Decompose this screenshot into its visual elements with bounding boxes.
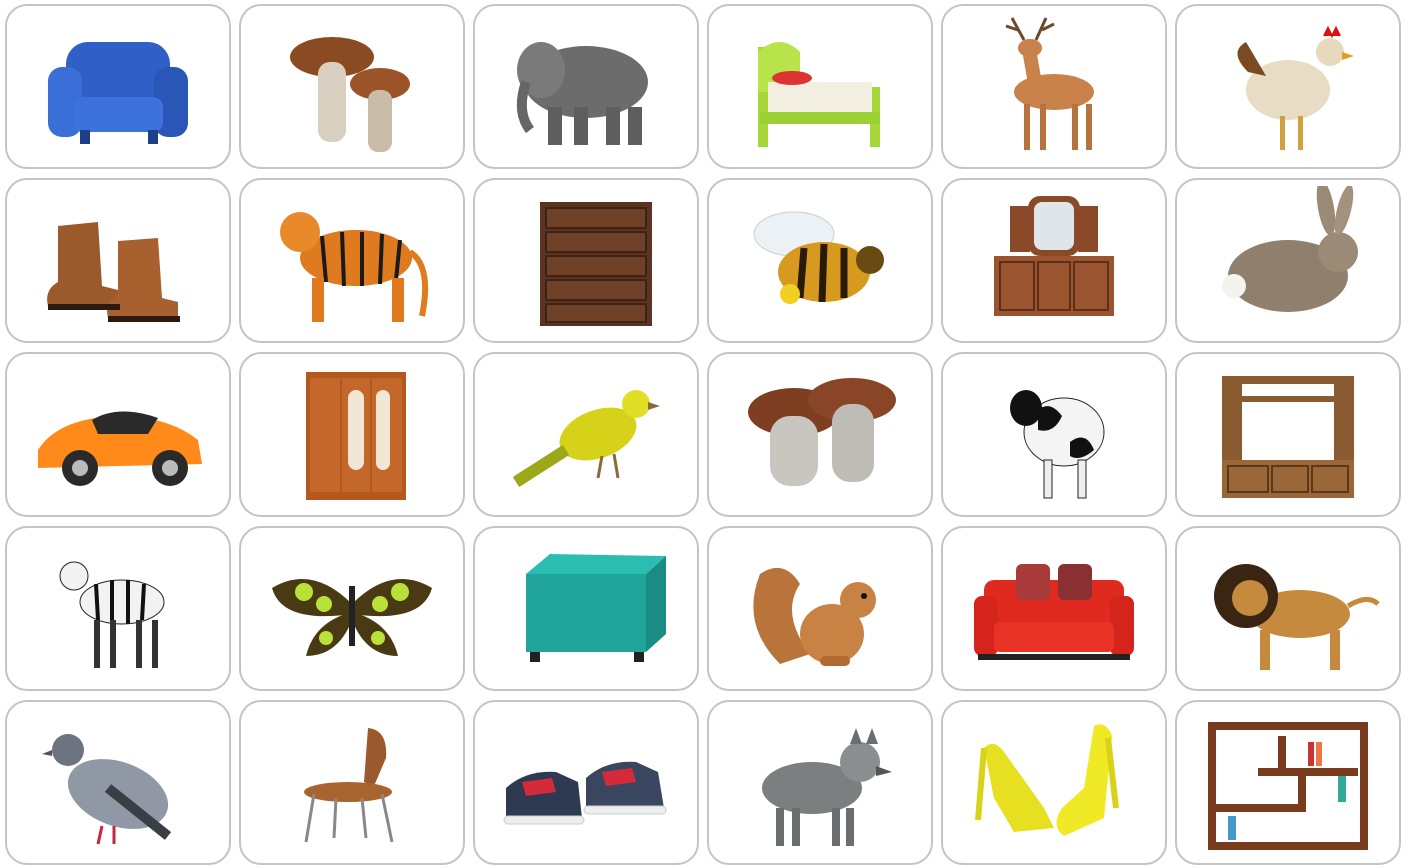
- ottoman-icon: [486, 534, 686, 684]
- picture-card[interactable]: [707, 178, 933, 343]
- picture-card[interactable]: [707, 4, 933, 169]
- picture-card[interactable]: [239, 700, 465, 865]
- rooster-icon: [1188, 12, 1388, 162]
- picture-card[interactable]: [1175, 4, 1401, 169]
- bookshelf-icon: [1188, 708, 1388, 858]
- high-heels-icon: [954, 708, 1154, 858]
- chest-of-drawers-icon: [486, 186, 686, 336]
- picture-card[interactable]: [473, 352, 699, 517]
- picture-card[interactable]: [941, 178, 1167, 343]
- picture-card[interactable]: [239, 352, 465, 517]
- picture-card[interactable]: [1175, 178, 1401, 343]
- dresser-mirror-icon: [954, 186, 1154, 336]
- picture-card[interactable]: [941, 526, 1167, 691]
- sofa-icon: [954, 534, 1154, 684]
- picture-card[interactable]: [473, 4, 699, 169]
- pigeon-icon: [18, 708, 218, 858]
- picture-card[interactable]: [5, 352, 231, 517]
- picture-card[interactable]: [707, 526, 933, 691]
- wardrobe-icon: [252, 360, 452, 510]
- zebra-icon: [18, 534, 218, 684]
- mushroom-icon: [252, 12, 452, 162]
- sports-car-icon: [18, 360, 218, 510]
- rabbit-icon: [1188, 186, 1388, 336]
- cow-icon: [954, 360, 1154, 510]
- picture-card[interactable]: [5, 526, 231, 691]
- wolf-icon: [720, 708, 920, 858]
- picture-card[interactable]: [941, 700, 1167, 865]
- picture-card-grid: [5, 4, 1401, 865]
- elephant-icon: [486, 12, 686, 162]
- picture-card[interactable]: [1175, 352, 1401, 517]
- sneakers-icon: [486, 708, 686, 858]
- picture-card[interactable]: [941, 4, 1167, 169]
- mushrooms-icon: [720, 360, 920, 510]
- armchair-icon: [18, 12, 218, 162]
- bee-icon: [720, 186, 920, 336]
- picture-card[interactable]: [473, 526, 699, 691]
- chair-icon: [252, 708, 452, 858]
- tiger-icon: [252, 186, 452, 336]
- lion-icon: [1188, 534, 1388, 684]
- picture-card[interactable]: [473, 178, 699, 343]
- deer-icon: [954, 12, 1154, 162]
- picture-card[interactable]: [239, 4, 465, 169]
- tv-wall-unit-icon: [1188, 360, 1388, 510]
- picture-card[interactable]: [473, 700, 699, 865]
- picture-card[interactable]: [707, 352, 933, 517]
- bed-icon: [720, 12, 920, 162]
- picture-card[interactable]: [5, 4, 231, 169]
- picture-card[interactable]: [707, 700, 933, 865]
- butterfly-icon: [252, 534, 452, 684]
- picture-card[interactable]: [5, 700, 231, 865]
- picture-card[interactable]: [1175, 526, 1401, 691]
- picture-card[interactable]: [1175, 700, 1401, 865]
- picture-card[interactable]: [5, 178, 231, 343]
- picture-card[interactable]: [239, 178, 465, 343]
- squirrel-icon: [720, 534, 920, 684]
- picture-card[interactable]: [941, 352, 1167, 517]
- picture-card[interactable]: [239, 526, 465, 691]
- boots-icon: [18, 186, 218, 336]
- canary-bird-icon: [486, 360, 686, 510]
